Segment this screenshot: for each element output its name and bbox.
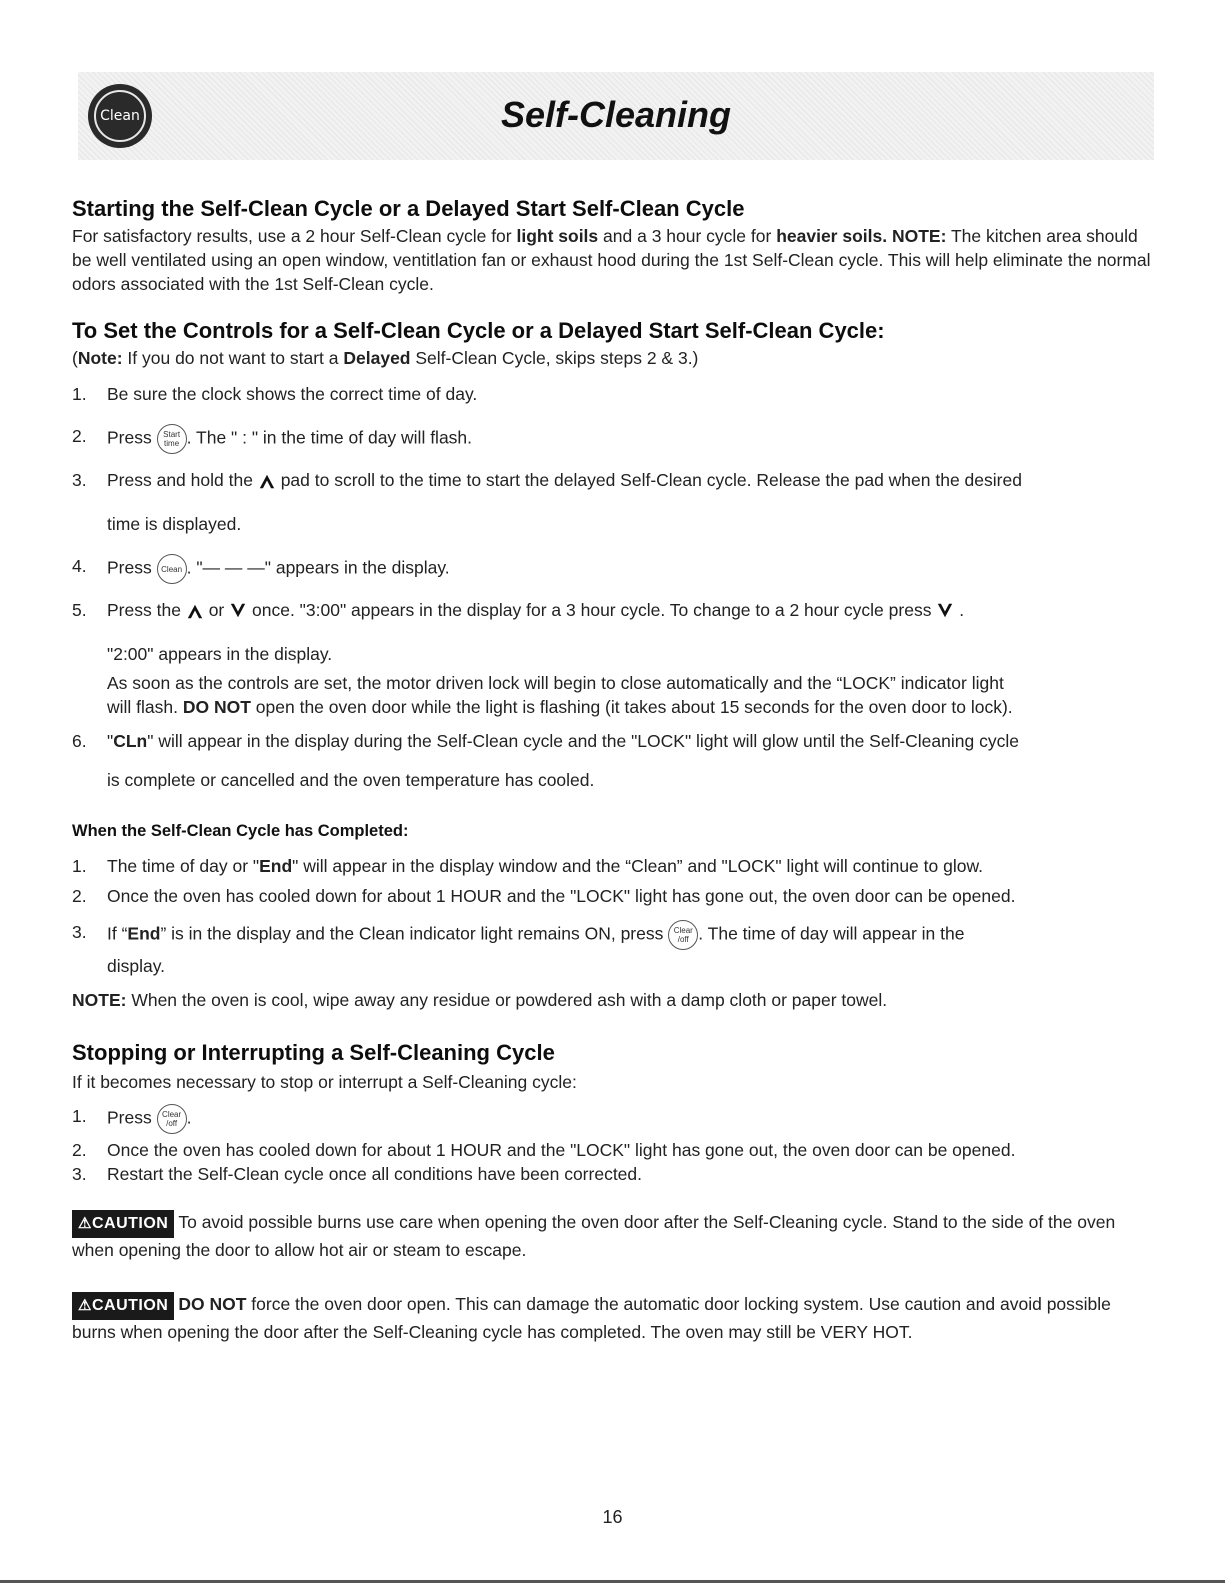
caution-badge: ⚠CAUTION [72, 1210, 174, 1238]
page-title: Self-Cleaning [500, 94, 732, 135]
completed-note: NOTE: When the oven is cool, wipe away any residue or powdered ash with a damp cloth or paper towel. [72, 990, 888, 1010]
section-stopping [72, 1040, 1152, 1066]
start-time-pad-icon: Start time [157, 424, 187, 454]
section-heading-stopping: Stopping or Interrupting a Self-Cleaning Cycle [72, 1040, 555, 1065]
list-item-continuation: time is displayed. [107, 514, 242, 534]
section-starting [72, 196, 1152, 222]
clean-icon-label: Clean [94, 90, 146, 142]
bottom-rule [0, 1580, 1225, 1583]
clean-pad-icon: Clean [157, 554, 187, 584]
section-heading-completed: When the Self-Clean Cycle has Completed: [72, 822, 409, 840]
list-item-continuation: display. [107, 956, 166, 976]
header-band [78, 72, 1154, 160]
section-set-controls [72, 318, 1152, 344]
section-starting-body [72, 224, 1152, 296]
section-heading-starting: Starting the Self-Clean Cycle or a Delayed Start Self-Clean Cycle [72, 196, 745, 221]
list-item-continuation: "2:00" appears in the display. [107, 644, 333, 664]
list-item-continuation: As soon as the controls are set, the motor driven lock will begin to close automatically and the “LOCK” indicator light [107, 673, 1004, 693]
page-number: 16 [602, 1507, 623, 1527]
clear-off-pad-icon: Clear /off [157, 1104, 187, 1134]
caution-badge: ⚠CAUTION [72, 1292, 174, 1320]
list-item-continuation: will flash. DO NOT open the oven door while the light is flashing (it takes about 15 seconds for the oven door to lock). [107, 697, 1013, 717]
warning-icon: ⚠ [78, 1297, 92, 1314]
list-item-continuation: is complete or cancelled and the oven temperature has cooled. [107, 770, 595, 790]
section-heading-set-controls: To Set the Controls for a Self-Clean Cycle or a Delayed Start Self-Clean Cycle: [72, 318, 885, 343]
clear-off-pad-icon: Clear /off [668, 920, 698, 950]
stopping-intro: If it becomes necessary to stop or interrupt a Self-Cleaning cycle: [72, 1072, 577, 1092]
down-arrow-icon [229, 602, 247, 620]
section-completed [72, 822, 1152, 841]
up-arrow-icon [258, 472, 276, 490]
starting-paragraph: For satisfactory results, use a 2 hour Self-Clean cycle for light soils and a 3 hour cycle for heavier soils. NOTE: The kitchen area should be well ventilated using an open window, ventitlation fan or exhaust hood during the 1st Self-Clean cycle. This will help eliminate the normal odors associated with the 1st Self-Clean cycle. [72, 226, 1151, 294]
caution-block: ⚠CAUTION DO NOT force the oven door open. This can damage the automatic door locking system. Use caution and avoid possible burns when opening the door after the Self-Cleaning cycle has completed. The oven may still be VERY HOT. [72, 1294, 1111, 1342]
down-arrow-icon [936, 602, 954, 620]
set-controls-note: (Note: If you do not want to start a Delayed Self-Clean Cycle, skips steps 2 & 3.) [72, 348, 699, 368]
warning-icon: ⚠ [78, 1215, 92, 1232]
up-arrow-icon [186, 602, 204, 620]
caution-block: ⚠CAUTION To avoid possible burns use care when opening the oven door after the Self-Cleaning cycle. Stand to the side of the oven when opening the door to allow hot air or steam to escape. [72, 1212, 1116, 1260]
